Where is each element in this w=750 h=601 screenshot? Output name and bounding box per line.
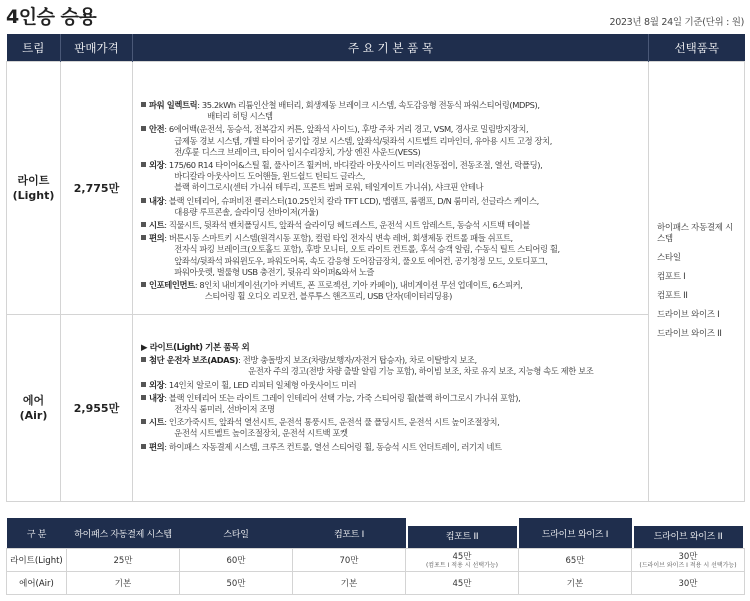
trim-table xyxy=(6,34,745,502)
feature-line: : 8인치 내비게이션(기아 커넥트, 폰 프로젝션, 기아 카페이), 내비게이션 무선 업데이트, 6스피커, xyxy=(194,280,523,291)
option-table-header xyxy=(7,518,745,549)
feature-key xyxy=(141,124,164,158)
option-price-row xyxy=(7,572,745,595)
feature-line: : 6에어백(운전석, 동승석, 전복감지 커튼, 앞좌석 사이드), 후방 주차 거리 경고, VSM, 경사로 밀림방지장치, xyxy=(164,124,529,135)
feature-key-text: 편의 xyxy=(149,441,165,452)
feature-group xyxy=(141,417,642,439)
bullet-square-icon xyxy=(141,162,146,167)
feature-group xyxy=(141,442,642,453)
feature-line: 전/후륜 디스크 브레이크, 타이어 임시수리장치, 가상 엔진 사운드(VESS) xyxy=(174,146,421,157)
option-price-value: 기본 xyxy=(566,579,584,589)
option-price-value: 기본 xyxy=(114,579,132,589)
option-list xyxy=(649,62,745,502)
feature-group xyxy=(141,124,642,158)
feature-list xyxy=(133,62,649,315)
feature-value xyxy=(238,355,642,377)
feature-line: 운전자 주의 경고(전방 차량 출발 알림 기능 포함), 하이빔 보조, 차로 유지 보조, 지능형 속도 제한 보조 xyxy=(248,366,594,377)
feature-list xyxy=(133,315,649,502)
feature-key xyxy=(141,417,164,439)
feature-line: 급제동 경보 시스템, 개별 타이어 공기압 경보 시스템, 앞좌석/뒷좌석 시트벨트 리마인더, 유아용 시트 고정 장치, xyxy=(174,135,552,146)
feature-line: 바디칼라 아웃사이드 도어핸들, 윈드쉴드 틴티드 글라스, xyxy=(174,171,366,182)
bullet-square-icon xyxy=(141,357,146,362)
trim-name-ko: 에어 xyxy=(22,394,45,407)
option-price-cell xyxy=(180,549,293,572)
feature-value xyxy=(195,280,642,302)
header-features: 주 요 기 본 품 목 xyxy=(133,34,649,62)
option-price-value: 30만 xyxy=(678,579,698,589)
trim-price: 2,775만 xyxy=(61,62,133,315)
trim-name-en: (Air) xyxy=(19,409,48,422)
header-price: 판매가격 xyxy=(61,34,133,62)
option-price-cell xyxy=(406,549,519,572)
feature-line: 블랙 하이그로시(센터 가니쉬 테두리, 프론트 범퍼 로워, 테일게이트 가니쉬), 샤크핀 안테나 xyxy=(174,182,484,193)
option-price-value: 기본 xyxy=(340,579,358,589)
feature-line: : 175/60 R14 타이어&스틸 휠, 풀사이즈 휠커버, 바디칼라 아웃사이드 미러(전동접이, 전동조절, 열선, 락폴딩), xyxy=(164,160,543,171)
header-options: 선택품목 xyxy=(649,34,745,62)
option-row-label: 라이트(Light) xyxy=(7,549,67,572)
feature-group xyxy=(141,280,642,302)
feature-line: : 버튼시동 스마트키 시스템(원격시동 포함), 컬럼 타입 전자식 변속 레버, 회생제동 컨트롤 패들 쉬프트, xyxy=(164,233,513,244)
option-price-note: (드라이브 와이즈 I 적용 시 선택가능) xyxy=(639,562,737,569)
feature-group xyxy=(141,220,642,231)
option-column-header: 드라이브 와이즈 I xyxy=(519,518,632,549)
option-price-table xyxy=(6,518,745,595)
option-item: 컴포트 I xyxy=(657,272,686,282)
option-price-cell xyxy=(406,572,519,595)
feature-group xyxy=(141,355,642,377)
feature-group xyxy=(141,160,642,194)
feature-line: 전자식 파킹 브레이크(오토홀드 포함), 후방 모니터, 오토 라이트 컨트롤, 후석 승객 알림, 수동식 틸트 스티어링 휠, xyxy=(174,244,560,255)
option-price-value: 60만 xyxy=(226,556,246,566)
option-price-cell xyxy=(293,549,406,572)
feature-key-text: 내장 xyxy=(149,392,165,403)
bullet-square-icon xyxy=(141,382,146,387)
option-price-cell xyxy=(519,549,632,572)
feature-key xyxy=(141,160,164,194)
bullet-square-icon xyxy=(141,102,146,107)
feature-key-text: 외장 xyxy=(149,160,165,171)
option-price-cell xyxy=(632,572,745,595)
option-price-value: 45만 xyxy=(452,579,472,589)
feature-line: 대용량 루프콘솔, 슬라이딩 선바이저(거울) xyxy=(174,206,319,217)
bullet-square-icon xyxy=(141,419,146,424)
option-item: 스타일 xyxy=(657,253,681,263)
feature-value xyxy=(164,380,642,391)
bullet-square-icon xyxy=(141,395,146,400)
trim-name-en: (Light) xyxy=(12,189,55,202)
header-trim: 트림 xyxy=(7,34,61,62)
feature-value xyxy=(164,393,642,415)
bullet-square-icon xyxy=(141,444,146,449)
option-row-label: 에어(Air) xyxy=(7,572,67,595)
feature-value xyxy=(164,196,642,218)
feature-key-text: 시트 xyxy=(149,417,165,428)
feature-line: : 인조가죽시트, 앞좌석 열선시트, 운전석 통풍시트, 운전석 풀 폴딩시트, 운전석 시트 높이조절장치, xyxy=(164,417,500,428)
option-price-cell xyxy=(519,572,632,595)
feature-key xyxy=(141,442,164,453)
bullet-square-icon xyxy=(141,282,146,287)
option-column-header: 스타일 xyxy=(180,518,293,549)
option-price-value: 70만 xyxy=(339,556,359,566)
bullet-square-icon xyxy=(141,235,146,240)
option-item: 드라이브 와이즈 I xyxy=(657,310,720,320)
trim-name xyxy=(7,315,61,502)
feature-key xyxy=(141,280,195,302)
option-column-label: 컴포트 II xyxy=(408,526,517,548)
feature-group xyxy=(141,100,642,122)
option-corner: 구 분 xyxy=(7,518,67,549)
option-price-row xyxy=(7,549,745,572)
feature-value xyxy=(164,160,642,194)
option-column-header: 하이패스 자동결제 시스템 xyxy=(67,518,180,549)
feature-line: 스티어링 휠 오디오 리모컨, 블루투스 핸즈프리, USB 단자(데이터리딩용) xyxy=(204,291,452,302)
feature-group xyxy=(141,233,642,278)
option-column-header xyxy=(406,518,519,549)
option-item: 드라이브 와이즈 II xyxy=(657,329,722,339)
feature-line: 전자식 룸미러, 선바이저 조명 xyxy=(174,404,275,415)
feature-line: 앞좌석/뒷좌석 파워윈도우, 파워도어록, 속도 감응형 도어잠금장치, 풀오토 에어컨, 공기청정 모드, 오토디포그, xyxy=(174,255,548,266)
option-price-cell xyxy=(67,572,180,595)
feature-key xyxy=(141,220,164,231)
option-item: 컴포트 II xyxy=(657,291,688,301)
feature-line: : 35.2kWh 리튬인산철 배터리, 회생제동 브레이크 시스템, 속도감응형 전동식 파워스티어링(MDPS), xyxy=(197,100,540,110)
option-price-value: 45만 xyxy=(452,552,472,562)
trim-price: 2,955만 xyxy=(61,315,133,502)
option-price-note: (컴포트 I 적용 시 선택가능) xyxy=(425,562,499,569)
option-price-value: 50만 xyxy=(226,579,246,589)
feature-key xyxy=(141,393,164,415)
feature-key xyxy=(141,355,238,377)
trim-name-ko: 라이트 xyxy=(17,174,50,187)
feature-line: : 블랙 인테리어, 슈퍼비전 클러스터(10.25인치 칼라 TFT LCD), 맵램프, 룸램프, D/N 룸미러, 선글라스 케이스, xyxy=(164,195,539,206)
feature-group xyxy=(141,393,642,415)
option-item: 하이패스 자동결제 시스템 xyxy=(657,223,734,244)
option-price-value: 30만 xyxy=(678,552,698,562)
date-note: 2023년 8월 24일 기준(단위 : 원) xyxy=(609,17,744,28)
option-price-value: 25만 xyxy=(113,556,133,566)
feature-line: : 블랙 인테리어 또는 라이트 그레이 인테리어 선택 가능, 가죽 스티어링 휠(블랙 하이그로시 가니쉬 포함), xyxy=(164,392,521,403)
feature-line: : 직물시트, 뒷좌석 벤치폴딩시트, 앞좌석 슬라이딩 헤드레스트, 운전석 시트 암레스트, 동승석 시트백 테이블 xyxy=(164,220,530,231)
feature-key-text: 파워 일렉트릭 xyxy=(149,100,198,110)
feature-value xyxy=(164,220,642,231)
bullet-square-icon xyxy=(141,198,146,203)
feature-key-text: 시트 xyxy=(149,220,165,231)
feature-key-text: 안전 xyxy=(149,124,165,135)
feature-key-text: 외장 xyxy=(149,379,165,390)
feature-value xyxy=(164,233,642,278)
bullet-square-icon xyxy=(141,222,146,227)
option-column-label: 드라이브 와이즈 II xyxy=(634,526,743,548)
feature-key-text: 첨단 운전자 보조(ADAS) xyxy=(149,355,239,366)
option-price-cell xyxy=(180,572,293,595)
option-column-header xyxy=(632,518,745,549)
bullet-square-icon xyxy=(141,126,146,131)
feature-key-text: 내장 xyxy=(149,195,165,206)
feature-line: : 전방 충돌방지 보조(차량/보행자/자전거 탑승자), 차로 이탈방지 보조, xyxy=(238,355,477,366)
feature-line: : 하이패스 자동결제 시스템, 크루즈 컨트롤, 열선 스티어링 휠, 동승석 시트 언더트레이, 러기지 네트 xyxy=(164,441,502,452)
option-column-header: 컴포트 I xyxy=(293,518,406,549)
feature-key xyxy=(141,380,164,391)
option-price-cell xyxy=(632,549,745,572)
option-price-cell xyxy=(293,572,406,595)
feature-value xyxy=(197,100,642,122)
feature-value xyxy=(164,442,642,453)
trim-row-light xyxy=(7,62,745,315)
feature-key xyxy=(141,100,197,122)
feature-value xyxy=(164,417,642,439)
trim-name xyxy=(7,62,61,315)
feature-value xyxy=(164,124,642,158)
page-title: 4인승 승용 xyxy=(6,6,97,28)
feature-group xyxy=(141,380,642,391)
option-price-value: 65만 xyxy=(565,556,585,566)
feature-key-text: 인포테인먼트 xyxy=(149,280,195,291)
feature-key xyxy=(141,196,164,218)
feature-key xyxy=(141,233,164,278)
feature-line: 배터리 히팅 시스템 xyxy=(207,111,273,122)
feature-group xyxy=(141,196,642,218)
option-price-cell xyxy=(67,549,180,572)
feature-line: 파워아웃렛, 벌룰형 USB 충전기, 뒷유리 와이퍼&와셔 노즐 xyxy=(174,266,374,277)
feature-key-text: 편의 xyxy=(149,233,165,244)
feature-line: : 14인치 알로이 휠, LED 리피터 일체형 아웃사이드 미러 xyxy=(164,379,357,390)
trim-row-air xyxy=(7,315,745,502)
feature-line: 운전석 시트벨트 높이조절장치, 운전석 시트백 포켓 xyxy=(174,428,348,439)
trim-table-header xyxy=(7,34,745,62)
base-items-note: ▶ 라이트(Light) 기본 품목 외 xyxy=(141,343,250,353)
